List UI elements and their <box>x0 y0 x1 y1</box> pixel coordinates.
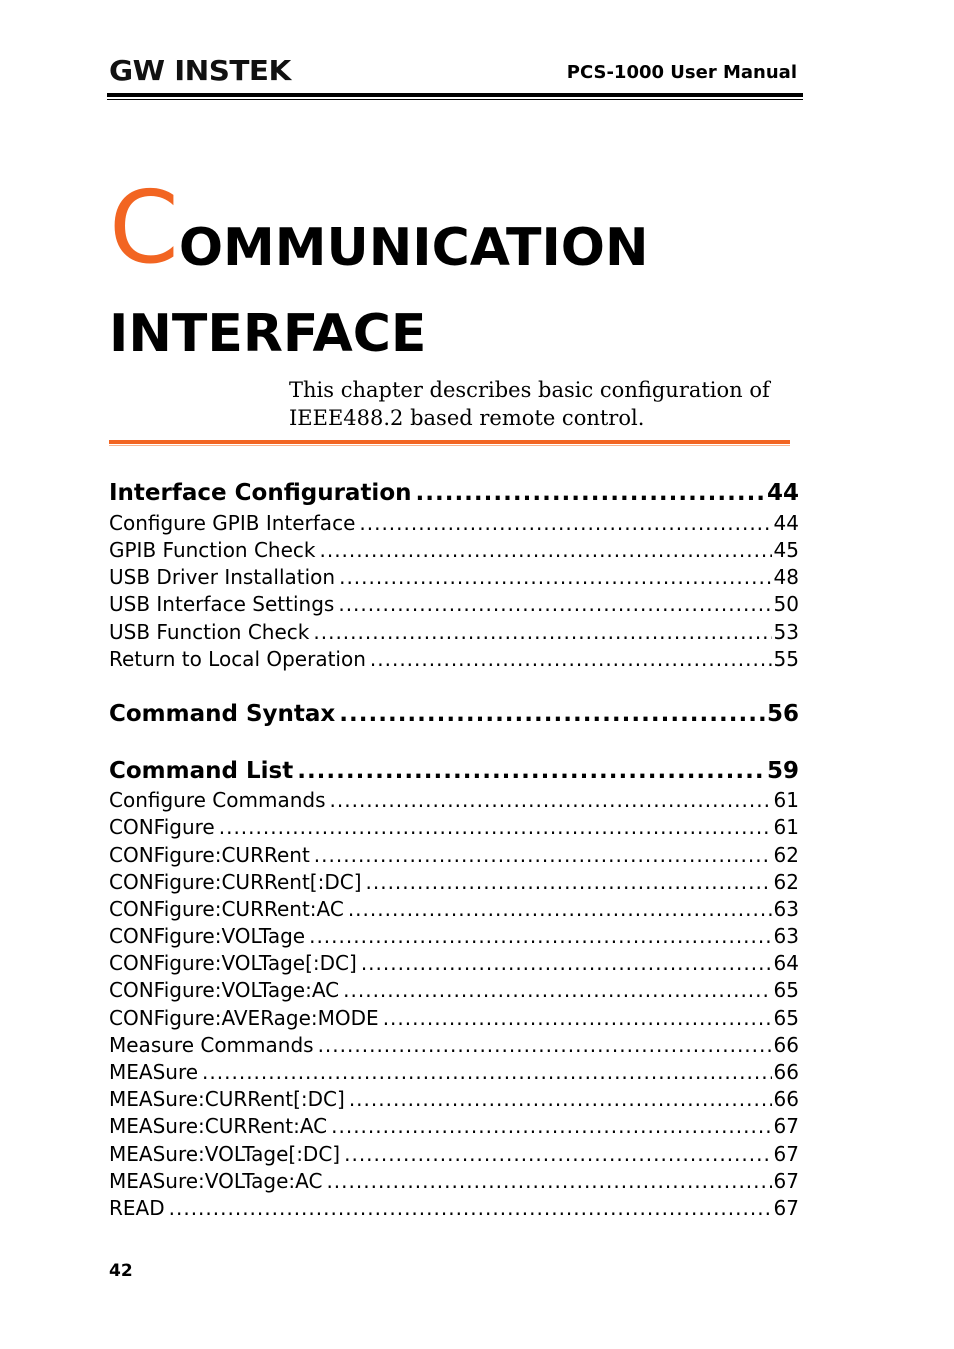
toc-entry[interactable] <box>109 978 799 1005</box>
toc-entry-page: 63 <box>773 924 799 948</box>
toc-entry-title: CONFigure:CURRent[:DC] <box>109 870 362 894</box>
toc-heading[interactable] <box>109 701 799 731</box>
toc-entry-title: USB Function Check <box>109 620 310 644</box>
toc-entry-title: USB Interface Settings <box>109 592 335 616</box>
toc-entry[interactable] <box>109 620 799 647</box>
chapter-title-line-1 <box>109 169 809 286</box>
toc-entry[interactable] <box>109 1087 799 1114</box>
toc-leader-dots <box>343 978 771 1002</box>
toc-leader-dots <box>339 565 771 589</box>
gw-instek-logo: GW INSTEK <box>109 54 291 87</box>
toc-entry[interactable] <box>109 1196 799 1223</box>
toc-entry-page: 67 <box>773 1196 799 1220</box>
chapter-title <box>109 169 809 364</box>
toc-entry-page: 65 <box>773 978 799 1002</box>
toc-leader-dots <box>416 480 765 506</box>
toc-entry-page: 66 <box>773 1033 799 1057</box>
toc-leader-dots <box>330 788 772 812</box>
chapter-description-line-2: IEEE488.2 based remote control. <box>289 406 645 430</box>
toc-entry-title: MEASure:VOLTage[:DC] <box>109 1142 341 1166</box>
toc-entry-title: Return to Local Operation <box>109 647 366 671</box>
toc-leader-dots <box>219 815 772 839</box>
header-rule <box>107 93 803 97</box>
chapter-title-initial: C <box>109 169 179 286</box>
toc-entry-page: 56 <box>766 701 799 727</box>
toc-heading[interactable] <box>109 480 799 510</box>
toc-entry-page: 44 <box>766 480 799 506</box>
toc-leader-dots <box>348 897 772 921</box>
toc-entry[interactable] <box>109 538 799 565</box>
toc-leader-dots <box>344 1142 771 1166</box>
toc-entry-title: CONFigure:AVERage:MODE <box>109 1006 379 1030</box>
toc-entry-page: 67 <box>773 1114 799 1138</box>
toc-leader-dots <box>313 620 771 644</box>
toc-leader-dots <box>361 951 772 975</box>
toc-entry-page: 64 <box>773 951 799 975</box>
chapter-description <box>289 376 809 432</box>
toc-leader-dots <box>366 870 772 894</box>
toc-entry-page: 61 <box>773 815 799 839</box>
toc-entry-page: 67 <box>773 1142 799 1166</box>
toc-leader-dots <box>309 924 771 948</box>
toc-entry-page: 61 <box>773 788 799 812</box>
toc-leader-dots <box>169 1196 772 1220</box>
toc-entry[interactable] <box>109 870 799 897</box>
toc-entry-title: CONFigure:VOLTage:AC <box>109 978 340 1002</box>
toc-leader-dots <box>338 592 771 616</box>
toc-entry[interactable] <box>109 1033 799 1060</box>
toc-entry-title: CONFigure <box>109 815 215 839</box>
toc-entry-title: MEASure:CURRent:AC <box>109 1114 328 1138</box>
toc-entry[interactable] <box>109 951 799 978</box>
header-rule-thin <box>107 99 803 100</box>
toc-entry[interactable] <box>109 924 799 951</box>
toc-entry[interactable] <box>109 1060 799 1087</box>
toc-entry[interactable] <box>109 788 799 815</box>
toc-entry-title: CONFigure:CURRent:AC <box>109 897 344 921</box>
toc-leader-dots <box>339 701 765 727</box>
toc-entry[interactable] <box>109 1169 799 1196</box>
toc-entry-page: 55 <box>773 647 799 671</box>
toc-leader-dots <box>349 1087 772 1111</box>
chapter-title-rest: OMMUNICATION <box>178 218 649 278</box>
toc-entry-title: MEASure <box>109 1060 199 1084</box>
toc-leader-dots <box>318 1033 772 1057</box>
toc-entry[interactable] <box>109 565 799 592</box>
toc-entry-page: 50 <box>773 592 799 616</box>
toc-entry-title: Command List <box>109 758 294 784</box>
document-title: PCS-1000 User Manual <box>566 62 797 83</box>
toc-entry[interactable] <box>109 1114 799 1141</box>
toc-entry-page: 66 <box>773 1060 799 1084</box>
toc-leader-dots <box>383 1006 772 1030</box>
toc-entry[interactable] <box>109 815 799 842</box>
toc-entry-page: 65 <box>773 1006 799 1030</box>
toc-entry-page: 66 <box>773 1087 799 1111</box>
toc-entry-title: Command Syntax <box>109 701 336 727</box>
toc-leader-dots <box>319 538 771 562</box>
chapter-divider <box>109 440 790 444</box>
toc-entry-page: 62 <box>773 870 799 894</box>
toc-entry[interactable] <box>109 1142 799 1169</box>
toc-entry-page: 53 <box>773 620 799 644</box>
toc-leader-dots <box>331 1114 771 1138</box>
toc-entry[interactable] <box>109 843 799 870</box>
toc-leader-dots <box>202 1060 772 1084</box>
toc-entry[interactable] <box>109 592 799 619</box>
toc-entry[interactable] <box>109 1006 799 1033</box>
toc-entry-title: CONFigure:VOLTage <box>109 924 306 948</box>
toc-leader-dots <box>297 758 765 784</box>
toc-entry[interactable] <box>109 647 799 674</box>
toc-entry-title: Measure Commands <box>109 1033 314 1057</box>
toc-entry-title: USB Driver Installation <box>109 565 336 589</box>
toc-entry[interactable] <box>109 511 799 538</box>
page-number: 42 <box>109 1261 133 1281</box>
toc-entry-page: 45 <box>773 538 799 562</box>
toc-leader-dots <box>314 843 772 867</box>
toc-leader-dots <box>359 511 771 535</box>
toc-entry-page: 63 <box>773 897 799 921</box>
toc-leader-dots <box>326 1169 771 1193</box>
toc-entry[interactable] <box>109 897 799 924</box>
toc-entry-title: GPIB Function Check <box>109 538 316 562</box>
toc-entry-title: CONFigure:CURRent <box>109 843 310 867</box>
toc-entry-title: Interface Configuration <box>109 480 412 506</box>
toc-entry-page: 67 <box>773 1169 799 1193</box>
toc-entry-title: MEASure:CURRent[:DC] <box>109 1087 345 1111</box>
chapter-title-line-2: INTERFACE <box>109 304 427 364</box>
toc-entry-page: 59 <box>766 758 799 784</box>
toc-entry-title: Configure GPIB Interface <box>109 511 356 535</box>
toc-entry-title: READ <box>109 1196 165 1220</box>
toc-heading[interactable] <box>109 758 799 788</box>
page-header <box>107 52 803 100</box>
chapter-description-line-1: This chapter describes basic configuration of <box>289 378 770 402</box>
toc-entry-page: 48 <box>773 565 799 589</box>
toc-entry-page: 62 <box>773 843 799 867</box>
toc-leader-dots <box>370 647 772 671</box>
chapter-divider-shadow <box>109 445 790 446</box>
toc-entry-title: CONFigure:VOLTage[:DC] <box>109 951 357 975</box>
toc-entry-page: 44 <box>773 511 799 535</box>
toc-entry-title: Configure Commands <box>109 788 326 812</box>
toc-entry-title: MEASure:VOLTage:AC <box>109 1169 323 1193</box>
